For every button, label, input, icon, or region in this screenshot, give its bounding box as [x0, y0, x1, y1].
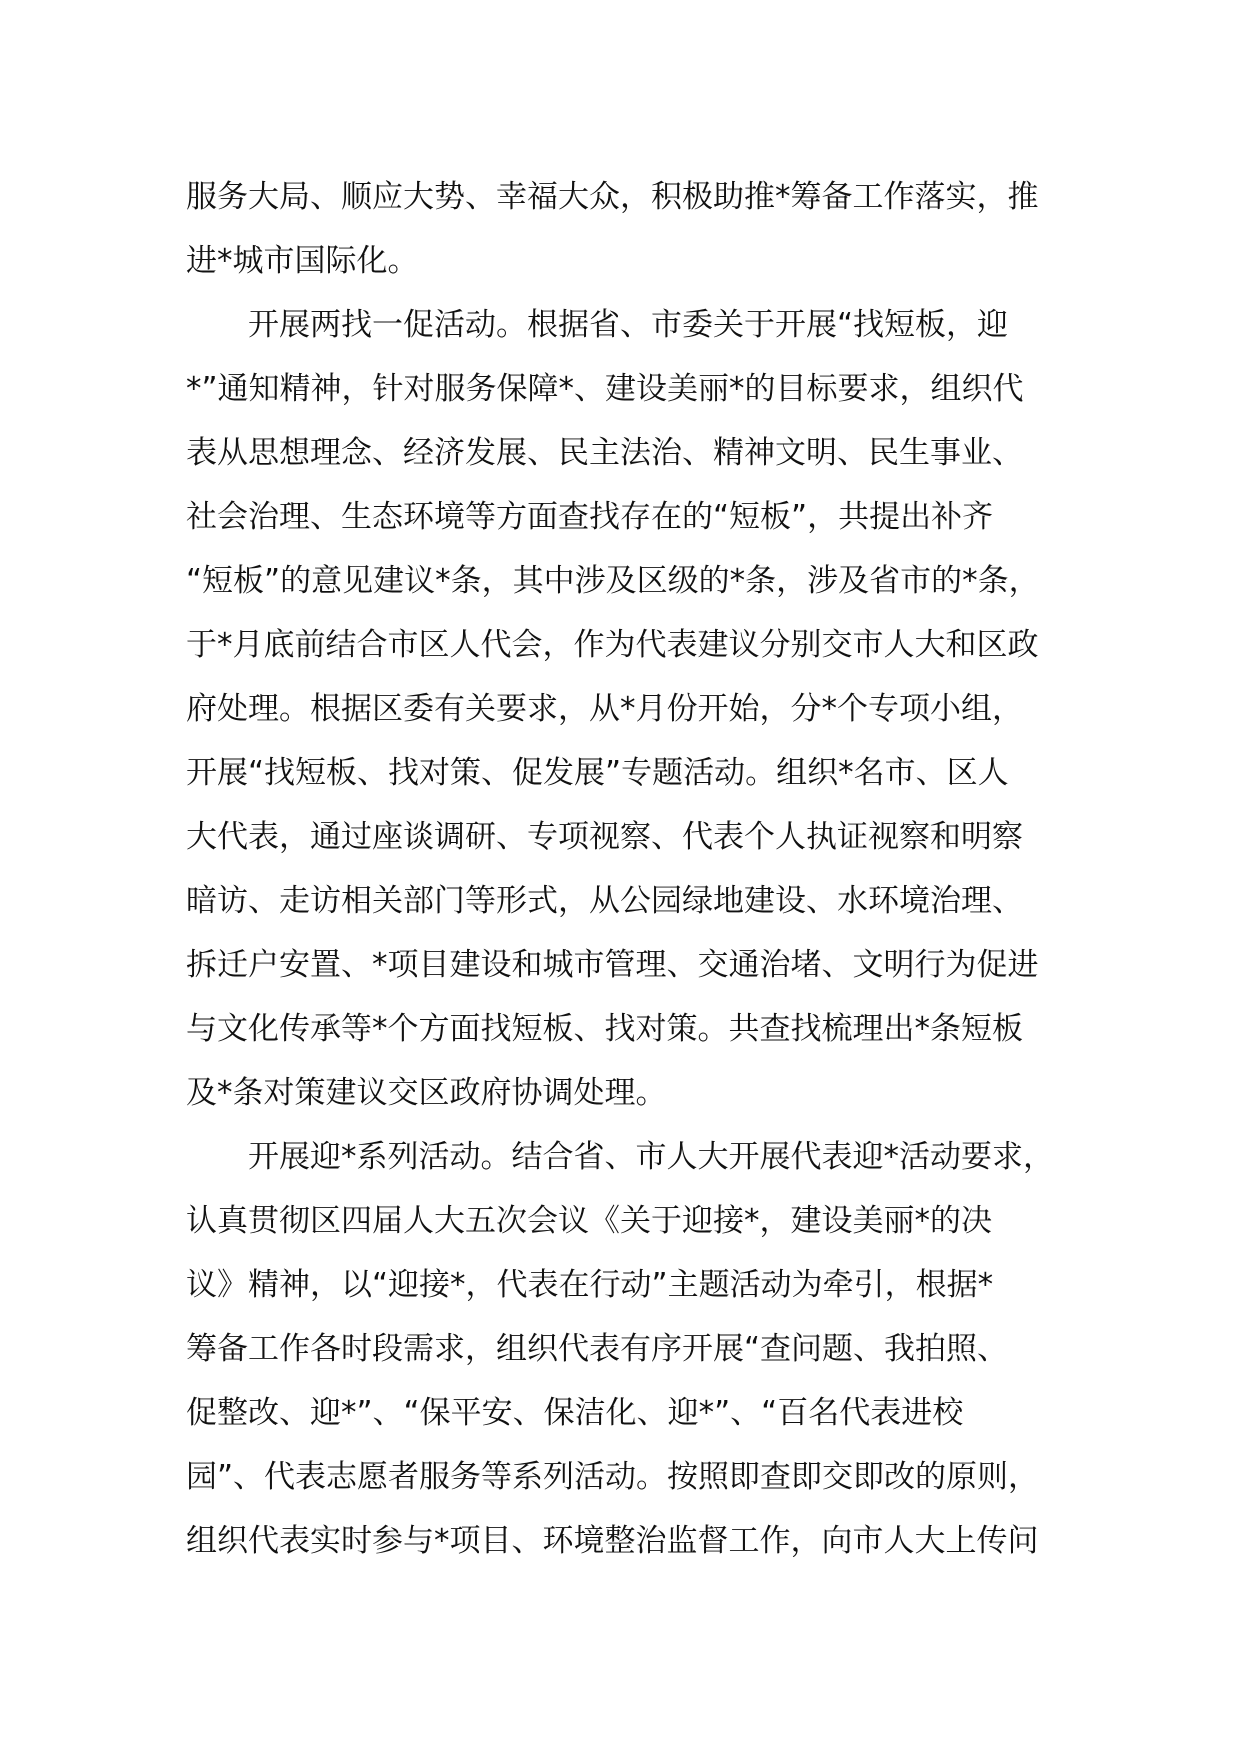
text-line: 开展迎*系列活动。结合省、市人大开展代表迎*活动要求，	[248, 1139, 1054, 1175]
text-line: 认真贯彻区四届人大五次会议《关于迎接*，建设美丽*的决	[186, 1203, 992, 1239]
body-text	[186, 165, 1086, 1573]
text-line: 开展两找一促活动。根据省、市委关于开展“找短板，迎	[248, 307, 1009, 343]
paragraph-1	[186, 165, 1086, 293]
text-line: 拆迁户安置、*项目建设和城市管理、交通治堵、文明行为促进	[186, 947, 1039, 983]
text-line: “短板”的意见建议*条，其中涉及区级的*条，涉及省市的*条，	[186, 563, 1040, 599]
paragraph-3	[186, 1125, 1086, 1573]
text-line: 促整改、迎*”、“保平安、保洁化、迎*”、“百名代表进校	[186, 1395, 964, 1431]
text-line: 园”、代表志愿者服务等系列活动。按照即查即交即改的原则，	[186, 1459, 1040, 1495]
paragraph-2	[186, 293, 1086, 1125]
text-line: 于*月底前结合市区人代会，作为代表建议分别交市人大和区政	[186, 627, 1039, 663]
text-line: 表从思想理念、经济发展、民主法治、精神文明、民生事业、	[186, 435, 1023, 471]
text-line: 服务大局、顺应大势、幸福大众，积极助推*筹备工作落实，推	[186, 179, 1039, 215]
text-line: 与文化传承等*个方面找短板、找对策。共查找梳理出*条短板	[186, 1011, 1023, 1047]
text-line: 大代表，通过座谈调研、专项视察、代表个人执证视察和明察	[186, 819, 1023, 855]
text-line: 进*城市国际化。	[186, 243, 419, 279]
text-line: 社会治理、生态环境等方面查找存在的“短板”，共提出补齐	[186, 499, 994, 535]
text-line: 府处理。根据区委有关要求，从*月份开始，分*个专项小组，	[186, 691, 1023, 727]
text-line: 暗访、走访相关部门等形式，从公园绿地建设、水环境治理、	[186, 883, 1023, 919]
text-line: 筹备工作各时段需求，组织代表有序开展“查问题、我拍照、	[186, 1331, 1009, 1367]
text-line: *”通知精神，针对服务保障*、建设美丽*的目标要求，组织代	[186, 371, 1024, 407]
text-line: 开展“找短板、找对策、促发展”专题活动。组织*名市、区人	[186, 755, 1009, 791]
text-line: 组织代表实时参与*项目、环境整治监督工作，向市人大上传问	[186, 1523, 1039, 1559]
text-line: 及*条对策建议交区政府协调处理。	[186, 1075, 667, 1111]
text-line: 议》精神，以“迎接*，代表在行动”主题活动为牵引，根据*	[186, 1267, 994, 1303]
